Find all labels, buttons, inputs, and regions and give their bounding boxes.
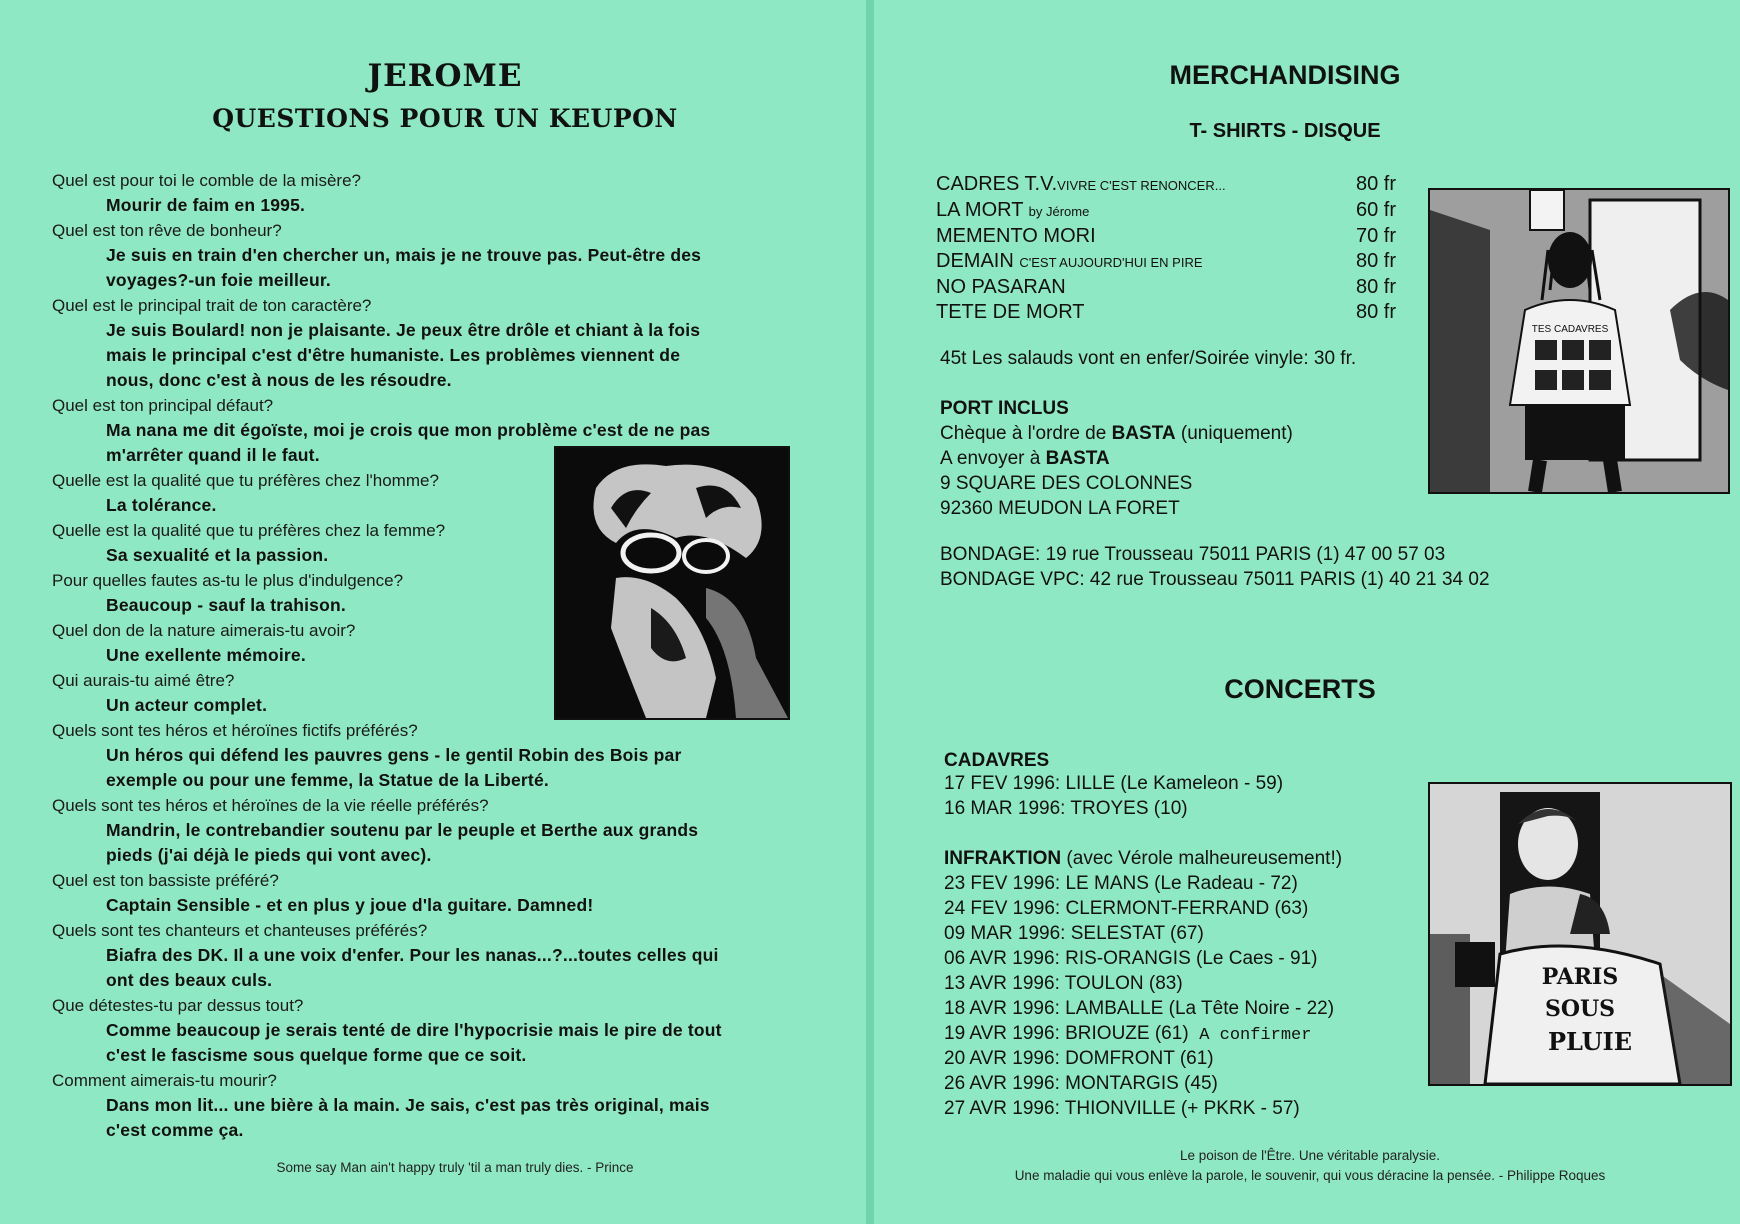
cheque-line: Chèque à l'ordre de BASTA (uniquement): [940, 423, 1293, 444]
answer: Une exellente mémoire.: [106, 645, 306, 665]
item-subtitle: by Jérome: [1028, 204, 1090, 219]
answer: mais le principal c'est d'être humaniste. Les problèmes viennent de: [106, 345, 681, 365]
port-inclus: PORT INCLUS: [940, 398, 1069, 419]
question: Quels sont tes héros et héroïnes fictifs préférés?: [52, 721, 418, 740]
item-subtitle: VIVRE C'EST RENONCER...: [1057, 178, 1226, 193]
gig-date: 16 MAR 1996: TROYES (10): [944, 798, 1188, 819]
answer: Un héros qui défend les pauvres gens - le gentil Robin des Bois par: [106, 745, 682, 765]
question: Qui aurais-tu aimé être?: [52, 671, 235, 690]
roques-quote-line-1: Le poison de l'Être. Une véritable paralysie.: [1180, 1148, 1440, 1163]
list-item: [936, 300, 1396, 325]
answer: pieds (j'ai déjà le pieds qui vont avec).: [106, 845, 432, 865]
shirt-text: PARIS: [1541, 964, 1619, 990]
item-price: 60 fr: [1355, 199, 1396, 221]
item-price: 80 fr: [1355, 250, 1396, 272]
gig-date: 23 FEV 1996: LE MANS (Le Radeau - 72): [944, 873, 1298, 894]
question: Quel est ton rêve de bonheur?: [52, 221, 282, 240]
question: Quels sont tes héros et héroïnes de la vie réelle préférés?: [52, 796, 489, 815]
gig-date: 27 AVR 1996: THIONVILLE (+ PKRK - 57): [944, 1098, 1300, 1119]
gig-date: 06 AVR 1996: RIS-ORANGIS (Le Caes - 91): [944, 948, 1318, 969]
answer: Je suis Boulard! non je plaisante. Je peux être drôle et chiant à la fois: [106, 320, 701, 340]
merchandising-title: MERCHANDISING: [1169, 60, 1401, 90]
question: Pour quelles fautes as-tu le plus d'indulgence?: [52, 571, 404, 590]
answer: exemple ou pour une femme, la Statue de la Liberté.: [106, 770, 549, 790]
item-price: 80 fr: [1355, 301, 1396, 323]
item-subtitle: C'EST AUJOURD'HUI EN PIRE: [1019, 255, 1203, 270]
question: Quels sont tes chanteurs et chanteuses préférés?: [52, 921, 428, 940]
question: Quel don de la nature aimerais-tu avoir?: [52, 621, 356, 640]
answer: voyages?-un foie meilleur.: [106, 270, 331, 290]
item-name: TETE DE MORT: [936, 301, 1085, 323]
answer: c'est le fascisme sous quelque forme que ce soit.: [106, 1045, 527, 1065]
merch-list: [936, 172, 1396, 325]
merchandising-subtitle: T- SHIRTS - DISQUE: [1189, 120, 1381, 142]
question: Quel est ton bassiste préféré?: [52, 871, 279, 890]
answer: nous, donc c'est à nous de les résoudre.: [106, 370, 452, 390]
question: Quel est ton principal défaut?: [52, 396, 274, 415]
shirt-text: PLUIE: [1547, 1027, 1633, 1056]
item-name: MEMENTO MORI: [936, 225, 1096, 247]
interview-subtitle: QUESTIONS POUR UN KEUPON: [212, 104, 678, 133]
answer: Mourir de faim en 1995.: [106, 195, 306, 215]
answer: Sa sexualité et la passion.: [106, 545, 329, 565]
band-infraktion: INFRAKTION (avec Vérole malheureusement!): [944, 848, 1343, 869]
list-item: [936, 249, 1396, 275]
item-name: DEMAIN: [936, 250, 1014, 272]
gig-date: 19 AVR 1996: BRIOUZE (61) A confirmer: [944, 1023, 1312, 1045]
tshirt-model-photo: [1428, 188, 1730, 494]
answer: Dans mon lit... une bière à la main. Je sais, c'est pas très original, mais: [106, 1095, 710, 1115]
answer: Mandrin, le contrebandier soutenu par le peuple et Berthe aux grands: [106, 820, 699, 840]
roques-quote-line-2: Une maladie qui vous enlève la parole, le souvenir, qui vous déracine la pensée. - Philippe Roques: [1014, 1168, 1606, 1183]
paris-sous-pluie-photo: [1428, 782, 1732, 1086]
question: Comment aimerais-tu mourir?: [52, 1071, 277, 1090]
answer: Biafra des DK. Il a une voix d'enfer. Pour les nanas...?...toutes celles qui: [106, 945, 719, 965]
address-line-2: 92360 MEUDON LA FORET: [940, 498, 1180, 519]
list-item: [936, 275, 1396, 300]
answer: m'arrêter quand il le faut.: [106, 445, 320, 465]
gig-date: 17 FEV 1996: LILLE (Le Kameleon - 59): [944, 773, 1284, 794]
address-line-1: 9 SQUARE DES COLONNES: [940, 473, 1193, 494]
gig-date: 09 MAR 1996: SELESTAT (67): [944, 923, 1204, 944]
answer: Beaucoup - sauf la trahison.: [106, 595, 346, 615]
answer: Comme beaucoup je serais tenté de dire l'hypocrisie mais le pire de tout: [106, 1020, 722, 1040]
envoyer-line: A envoyer à BASTA: [940, 448, 1110, 469]
item-name: CADRES T.V.: [936, 173, 1058, 195]
item-price: 80 fr: [1355, 276, 1396, 298]
page-fold: [866, 0, 874, 1224]
jerome-portrait-photo: [554, 446, 790, 720]
interview-title: JEROME: [367, 58, 523, 94]
gig-date: 26 AVR 1996: MONTARGIS (45): [944, 1073, 1218, 1094]
gig-date: 24 FEV 1996: CLERMONT-FERRAND (63): [944, 898, 1309, 919]
list-item: [936, 172, 1396, 198]
item-name: NO PASARAN: [936, 276, 1066, 298]
answer: Ma nana me dit égoïste, moi je crois que mon problème c'est de ne pas: [106, 420, 711, 440]
confirm-note: A confirmer: [1199, 1026, 1312, 1045]
concerts-title: CONCERTS: [1224, 674, 1376, 704]
gig-date: 20 AVR 1996: DOMFRONT (61): [944, 1048, 1214, 1069]
shirt-text: SOUS: [1544, 996, 1616, 1022]
item-name: LA MORT: [936, 199, 1024, 221]
question: Quel est pour toi le comble de la misère?: [52, 171, 361, 190]
gig-date: 18 AVR 1996: LAMBALLE (La Tête Noire - 22): [944, 998, 1335, 1019]
question: Quelle est la qualité que tu préfères chez l'homme?: [52, 471, 439, 490]
prince-quote: Some say Man ain't happy truly 'til a man truly dies. - Prince: [276, 1160, 634, 1175]
question: Quelle est la qualité que tu préfères chez la femme?: [52, 521, 446, 540]
answer: c'est comme ça.: [106, 1120, 244, 1140]
answer: La tolérance.: [106, 495, 217, 515]
band-cadavres: CADAVRES: [944, 750, 1050, 771]
answer: ont des beaux culs.: [106, 970, 273, 990]
item-price: 80 fr: [1355, 173, 1396, 195]
question: Que détestes-tu par dessus tout?: [52, 996, 304, 1015]
tshirt-print: TES CADAVRES: [1531, 324, 1609, 335]
bondage-vpc-address: BONDAGE VPC: 42 rue Trousseau 75011 PARIS (1) 40 21 34 02: [940, 569, 1490, 590]
question: Quel est le principal trait de ton caractère?: [52, 296, 372, 315]
answer: Captain Sensible - et en plus y joue d'la guitare. Damned!: [106, 895, 594, 915]
gig-date: 13 AVR 1996: TOULON (83): [944, 973, 1183, 994]
list-item: [936, 198, 1396, 224]
item-price: 70 fr: [1355, 225, 1396, 247]
answer: Je suis en train d'en chercher un, mais je ne trouve pas. Peut-être des: [106, 245, 702, 265]
vinyl-offer: 45t Les salauds vont en enfer/Soirée vinyle: 30 fr.: [940, 348, 1357, 369]
bondage-address: BONDAGE: 19 rue Trousseau 75011 PARIS (1) 47 00 57 03: [940, 544, 1446, 565]
list-item: [936, 224, 1396, 249]
answer: Un acteur complet.: [106, 695, 268, 715]
